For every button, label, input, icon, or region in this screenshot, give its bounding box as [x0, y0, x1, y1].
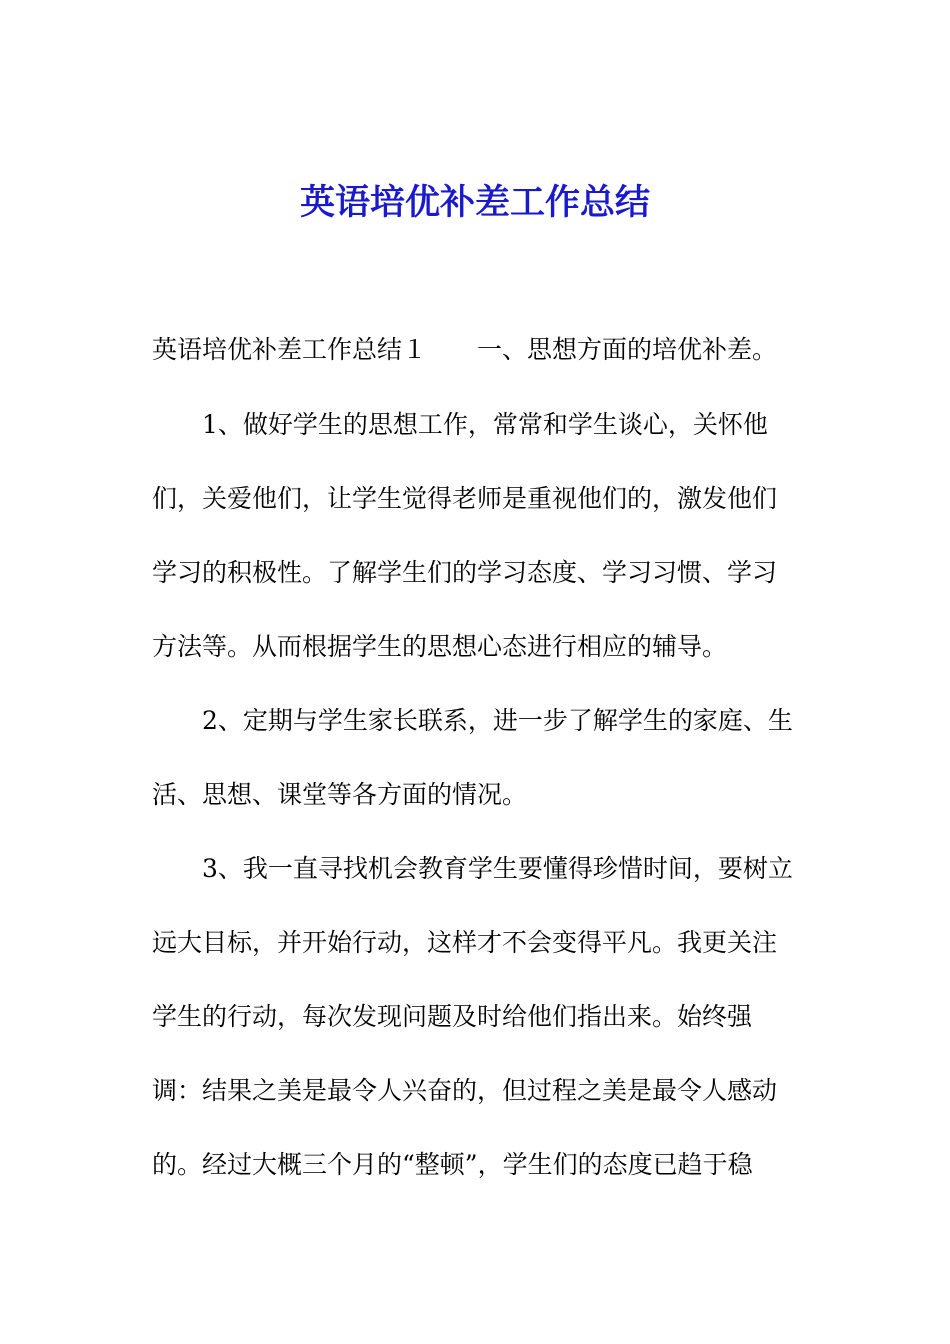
- body-line-3: 学习的积极性。了解学生们的学习态度、学习习惯、学习: [152, 558, 778, 587]
- body-line-1: 1、做好学生的思想工作，常常和学生谈心，关怀他: [152, 410, 768, 439]
- body-line-10: 调：结果之美是最令人兴奋的，但过程之美是最令人感动: [152, 1076, 778, 1105]
- body-line-7: 3、我一直寻找机会教育学生要懂得珍惜时间，要树立: [152, 854, 793, 883]
- subheading-left: 英语培优补差工作总结１: [152, 335, 428, 364]
- body-line-5: 2、定期与学生家长联系，进一步了解学生的家庭、生: [152, 706, 793, 735]
- body-line-11: 的。经过大概三个月的“整顿”，学生们的态度已趋于稳: [152, 1150, 753, 1179]
- body-line-4: 方法等。从而根据学生的思想心态进行相应的辅导。: [152, 632, 728, 661]
- body-line-8: 远大目标，并开始行动，这样才不会变得平凡。我更关注: [152, 928, 778, 957]
- subheading-right: 一、思想方面的培优补差。: [477, 335, 778, 364]
- document-title: 英语培优补差工作总结: [299, 182, 650, 223]
- subheading-line: [152, 330, 777, 370]
- body-line-9: 学生的行动，每次发现问题及时给他们指出来。始终强: [152, 1002, 753, 1031]
- body-line-2: 们，关爱他们，让学生觉得老师是重视他们的，激发他们: [152, 484, 778, 513]
- body-line-6: 活、思想、课堂等各方面的情况。: [152, 780, 528, 809]
